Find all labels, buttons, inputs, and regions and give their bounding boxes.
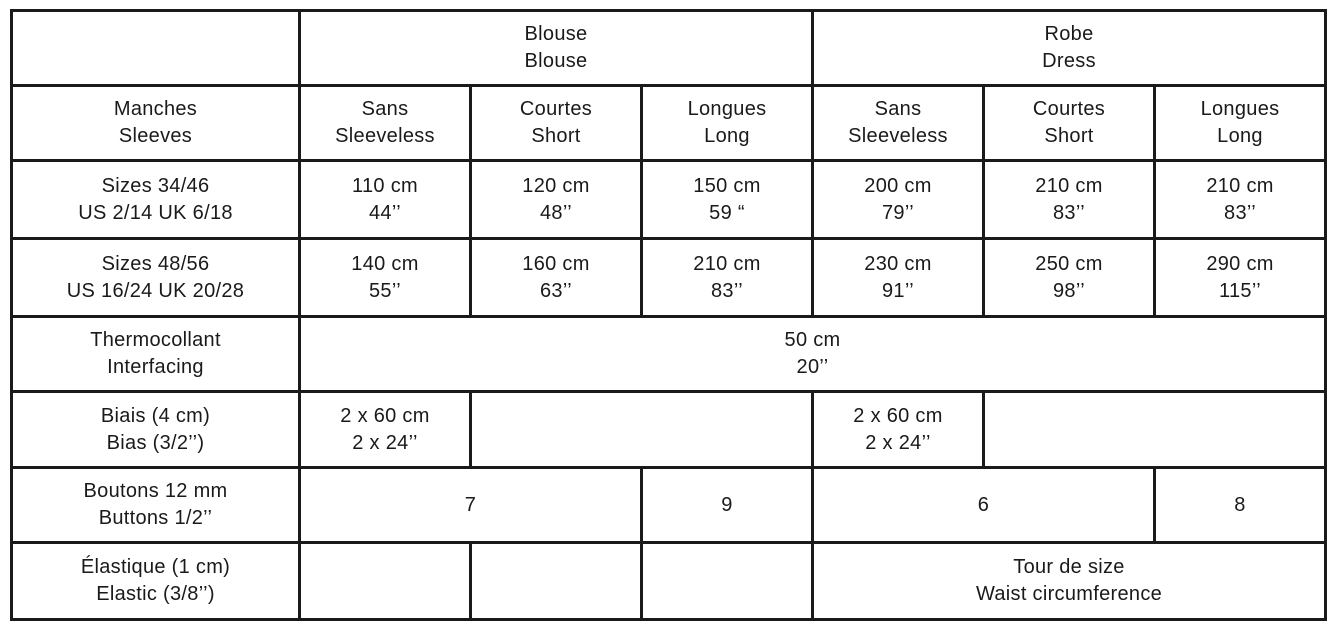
empty-cell (984, 392, 1326, 468)
empty-cell (300, 543, 471, 620)
empty-cell (642, 543, 813, 620)
buttons-robe-long: 8 (1155, 468, 1326, 543)
sizes-large-row (12, 239, 1326, 317)
bias-row (12, 392, 1326, 468)
elastic-row (12, 543, 1326, 620)
table-cell: 210 cm 83’’ (984, 161, 1155, 239)
table-cell: 150 cm 59 “ (642, 161, 813, 239)
buttons-robe-short-sleeveless: 6 (813, 468, 1155, 543)
table-cell: 110 cm 44’’ (300, 161, 471, 239)
row-label-sizes-large: Sizes 48/56 US 16/24 UK 20/28 (12, 239, 300, 317)
table-cell: 120 cm 48’’ (471, 161, 642, 239)
row-label-elastic: Élastique (1 cm) Elastic (3/8’’) (12, 543, 300, 620)
buttons-blouse-long: 9 (642, 468, 813, 543)
interfacing-row (12, 317, 1326, 392)
table-cell: 290 cm 115’’ (1155, 239, 1326, 317)
fabric-requirements-table (10, 9, 1327, 621)
blouse-sleeveless-header: Sans Sleeveless (300, 86, 471, 161)
row-label-sleeves: Manches Sleeves (12, 86, 300, 161)
blouse-long-header: Longues Long (642, 86, 813, 161)
bias-robe-sleeveless: 2 x 60 cm 2 x 24’’ (813, 392, 984, 468)
header-robe: Robe Dress (813, 11, 1326, 86)
row-label-interfacing: Thermocollant Interfacing (12, 317, 300, 392)
buttons-row (12, 468, 1326, 543)
row-label-buttons: Boutons 12 mm Buttons 1/2’’ (12, 468, 300, 543)
robe-long-header: Longues Long (1155, 86, 1326, 161)
robe-short-header: Courtes Short (984, 86, 1155, 161)
table-cell: 250 cm 98’’ (984, 239, 1155, 317)
table-cell: 160 cm 63’’ (471, 239, 642, 317)
sleeves-row (12, 86, 1326, 161)
buttons-blouse-short-sleeveless: 7 (300, 468, 642, 543)
header-blouse: Blouse Blouse (300, 11, 813, 86)
empty-cell (471, 543, 642, 620)
sizes-small-row (12, 161, 1326, 239)
bias-blouse-sleeveless: 2 x 60 cm 2 x 24’’ (300, 392, 471, 468)
table-cell: 140 cm 55’’ (300, 239, 471, 317)
row-label-bias: Biais (4 cm) Bias (3/2’’) (12, 392, 300, 468)
row-label-sizes-small: Sizes 34/46 US 2/14 UK 6/18 (12, 161, 300, 239)
robe-sleeveless-header: Sans Sleeveless (813, 86, 984, 161)
table-cell: 230 cm 91’’ (813, 239, 984, 317)
table-cell: 210 cm 83’’ (1155, 161, 1326, 239)
blouse-short-header: Courtes Short (471, 86, 642, 161)
elastic-robe-note: Tour de size Waist circumference (813, 543, 1326, 620)
corner-cell (12, 11, 300, 86)
interfacing-value: 50 cm 20’’ (300, 317, 1326, 392)
table-cell: 210 cm 83’’ (642, 239, 813, 317)
empty-cell (471, 392, 813, 468)
header-row (12, 11, 1326, 86)
table-cell: 200 cm 79’’ (813, 161, 984, 239)
